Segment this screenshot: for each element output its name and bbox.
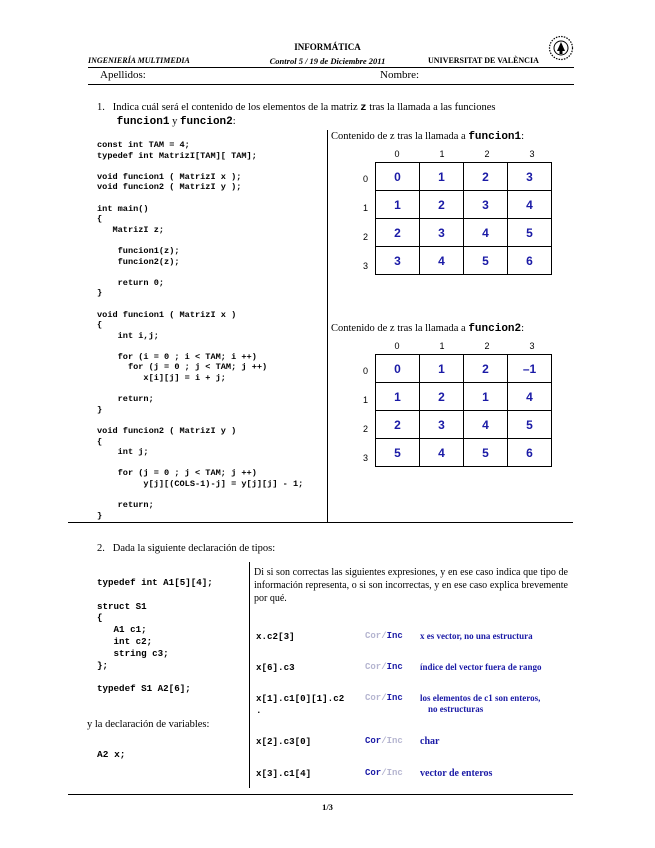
matrix-cell: 4 [508,191,552,219]
type-code-line [97,589,213,601]
matrix-cell: 3 [420,411,464,439]
matrix1-caption-colon: : [521,131,525,142]
matrix-row [376,355,552,383]
q2-column-divider [249,562,250,788]
matrix1-caption [331,131,524,143]
code-line [97,267,303,278]
incorrect-option[interactable]: Inc [386,768,403,778]
matrix-row-header: 0 [363,174,369,184]
answer-text: x es vector, no una estructura [420,631,533,641]
code-line [97,235,303,246]
matrix-cell: 3 [376,247,420,275]
q2-instructions: Di si son correctas las siguientes expresiones, y en ese caso indica que tipo de información representa, o si son incorrectas, y en ese caso explica brevemente por qué. [254,567,568,604]
correct-incorrect-choice [365,768,403,778]
correct-incorrect-choice [365,693,403,703]
q1-column-divider [327,130,328,522]
q1-bottom-rule [68,522,573,523]
matrix-cell: 2 [464,163,508,191]
code-line [97,415,303,426]
matrix2-table [375,354,552,467]
answer-text: los elementos de c1 son enteros, [420,693,541,703]
type-code-line [97,671,213,683]
q2-var-decl: A2 x; [97,749,126,760]
expression: x[3].c1[4] [256,768,312,779]
name-row-rule [88,84,574,85]
matrix-cell: 5 [464,247,508,275]
matrix1-caption-fn: funcion1 [468,131,522,143]
matrix-row-header: 2 [363,424,369,434]
code-line [97,458,303,469]
footer-rule [68,794,573,795]
matrix-cell: 1 [464,383,508,411]
q2-type-declaration [97,577,213,695]
code-line: return; [97,500,154,511]
matrix-cell: 0 [376,355,420,383]
matrix-row [376,163,552,191]
type-code-line: struct S1 [97,600,147,612]
expression: x[2].c3[0] [256,736,312,747]
answer-text: char [420,736,440,747]
q2-var-label: y la declaración de variables: [87,719,210,730]
degree-name: INGENIERÍA MULTIMEDIA [88,56,190,65]
matrix-row-header: 1 [363,203,369,213]
name-label: Nombre: [380,69,420,81]
correct-incorrect-choice [365,631,403,641]
q1-var-z: z [360,102,367,114]
matrix-row [376,383,552,411]
matrix2-caption [331,323,524,335]
type-code-line: typedef S1 A2[6]; [97,683,191,695]
code-line: } [97,288,103,299]
option-separator: / [381,736,387,746]
q1-statement [97,101,567,129]
answer-text: índice del vector fuera de rango [420,662,542,672]
code-line: for (j = 0 ; j < TAM; j ++) [97,362,268,373]
matrix-col-header: 1 [439,341,445,351]
q1-text-b: tras la llamada a las funciones [369,102,496,113]
university-seal-icon [548,34,574,62]
code-line: for (j = 0 ; j < TAM; j ++) [97,468,257,479]
q1-text-a: Indica cuál será el contenido de los elementos de la matriz [112,102,358,113]
matrix-row [376,439,552,467]
matrix-cell: –1 [508,355,552,383]
matrix-cell: 2 [376,411,420,439]
code-line: for (i = 0 ; i < TAM; i ++) [97,351,257,362]
matrix-cell: 1 [420,163,464,191]
matrix1-table [375,162,552,275]
matrix-col-header: 2 [484,341,490,351]
incorrect-option[interactable]: Inc [386,662,403,672]
expression: x[1].c1[0][1].c2 [256,693,345,704]
correct-incorrect-choice [365,662,403,672]
matrix-cell: 5 [508,219,552,247]
matrix-row [376,219,552,247]
correct-option[interactable]: Cor [365,662,382,672]
matrix-row [376,411,552,439]
matrix-col-header: 3 [529,341,535,351]
code-line [97,299,303,310]
matrix-row-header: 0 [363,366,369,376]
code-line: const int TAM = 4; [97,140,190,150]
correct-option[interactable]: Cor [365,768,382,778]
header-rule [88,67,574,68]
subject-title: INFORMÁTICA [294,42,361,52]
matrix-col-header: 0 [394,341,400,351]
matrix-cell: 1 [420,355,464,383]
matrix-cell: 0 [376,163,420,191]
matrix-cell: 6 [508,439,552,467]
q2-statement [97,543,275,554]
option-separator: / [381,768,387,778]
type-code-line: { [97,612,103,624]
matrix-col-header: 1 [439,149,445,159]
answer-text-continuation: no estructuras [428,704,484,714]
q2-title: Dada la siguiente declaración de tipos: [112,543,276,554]
matrix-row-header: 3 [363,261,369,271]
matrix-row-header: 2 [363,232,369,242]
correct-option[interactable]: Cor [365,693,382,703]
code-line: int main() [97,203,149,214]
code-line: int j; [97,447,149,458]
matrix-cell: 4 [508,383,552,411]
option-separator: / [381,662,387,672]
university-name: UNIVERSITAT DE VALÈNCIA [428,56,539,65]
code-line [97,161,303,172]
matrix-col-header: 2 [484,149,490,159]
expression-continuation: . [256,705,262,716]
matrix-col-header: 0 [394,149,400,159]
matrix-cell: 2 [464,355,508,383]
matrix1-caption-text: Contenido de z tras la llamada a [331,131,466,142]
option-separator: / [381,693,387,703]
incorrect-option[interactable]: Inc [386,631,403,641]
matrix-cell: 5 [464,439,508,467]
matrix-cell: 3 [464,191,508,219]
matrix-col-header: 3 [529,149,535,159]
matrix-row [376,247,552,275]
code-line: void funcion2 ( MatrizI y ) [97,426,237,437]
code-line: { [97,320,103,331]
correct-incorrect-choice [365,736,403,746]
matrix-cell: 6 [508,247,552,275]
code-line [97,193,303,204]
matrix-cell: 1 [376,191,420,219]
matrix2-caption-colon: : [521,323,525,334]
matrix-cell: 3 [420,219,464,247]
matrix-cell: 5 [508,411,552,439]
q2-number: 2. [97,543,105,554]
matrix-cell: 2 [420,383,464,411]
type-code-line: }; [97,659,109,671]
code-line: int i,j; [97,330,159,341]
code-line [97,341,303,352]
matrix-cell: 2 [376,219,420,247]
code-line: y[j][(COLS-1)-j] = y[j][j] - 1; [97,479,304,489]
q1-colon: : [232,116,236,127]
code-line: { [97,436,103,447]
code-line: void funcion1 ( MatrizI x ); [97,171,242,182]
expression: x[6].c3 [256,662,295,673]
incorrect-option[interactable]: Inc [386,736,403,746]
code-line: } [97,510,103,521]
code-line: MatrizI z; [97,224,165,235]
matrix-cell: 4 [464,219,508,247]
q1-fn1: funcion1 [116,116,170,128]
correct-option[interactable]: Cor [365,631,382,641]
exam-info: Control 5 / 19 de Diciembre 2011 [269,56,386,66]
matrix-cell: 1 [376,383,420,411]
expression: x.c2[3] [256,631,295,642]
surname-label: Apellidos: [100,69,146,81]
type-code-line: string c3; [97,647,169,659]
code-line: return; [97,394,154,405]
matrix-cell: 4 [420,247,464,275]
matrix-cell: 2 [420,191,464,219]
type-code-line: typedef int A1[5][4]; [97,577,213,588]
matrix-row-header: 3 [363,453,369,463]
code-line: typedef int MatrizI[TAM][ TAM]; [97,150,257,161]
code-line [97,384,303,395]
q1-number: 1. [97,102,105,113]
code-line: funcion1(z); [97,245,180,256]
q1-code-listing [97,140,303,521]
matrix-cell: 4 [420,439,464,467]
matrix-row [376,191,552,219]
answer-text: vector de enteros [420,768,493,779]
incorrect-option[interactable]: Inc [386,693,403,703]
code-line: void funcion1 ( MatrizI x ) [97,309,237,320]
code-line: funcion2(z); [97,256,180,267]
type-code-line: int c2; [97,635,153,647]
code-line: void funcion2 ( MatrizI y ); [97,182,242,193]
matrix-cell: 5 [376,439,420,467]
code-line: return 0; [97,277,165,288]
option-separator: / [381,631,387,641]
code-line: } [97,404,103,415]
q1-fn2: funcion2 [179,116,233,128]
code-line: { [97,214,103,225]
code-line [97,490,303,501]
page-number: 1/3 [322,802,333,812]
matrix-row-header: 1 [363,395,369,405]
matrix2-caption-text: Contenido de z tras la llamada a [331,323,466,334]
matrix2-caption-fn: funcion2 [468,323,522,335]
q1-and: y [172,116,178,127]
correct-option[interactable]: Cor [365,736,382,746]
type-code-line: A1 c1; [97,624,147,636]
matrix-cell: 3 [508,163,552,191]
code-line: x[i][j] = i + j; [97,373,226,384]
matrix-cell: 4 [464,411,508,439]
